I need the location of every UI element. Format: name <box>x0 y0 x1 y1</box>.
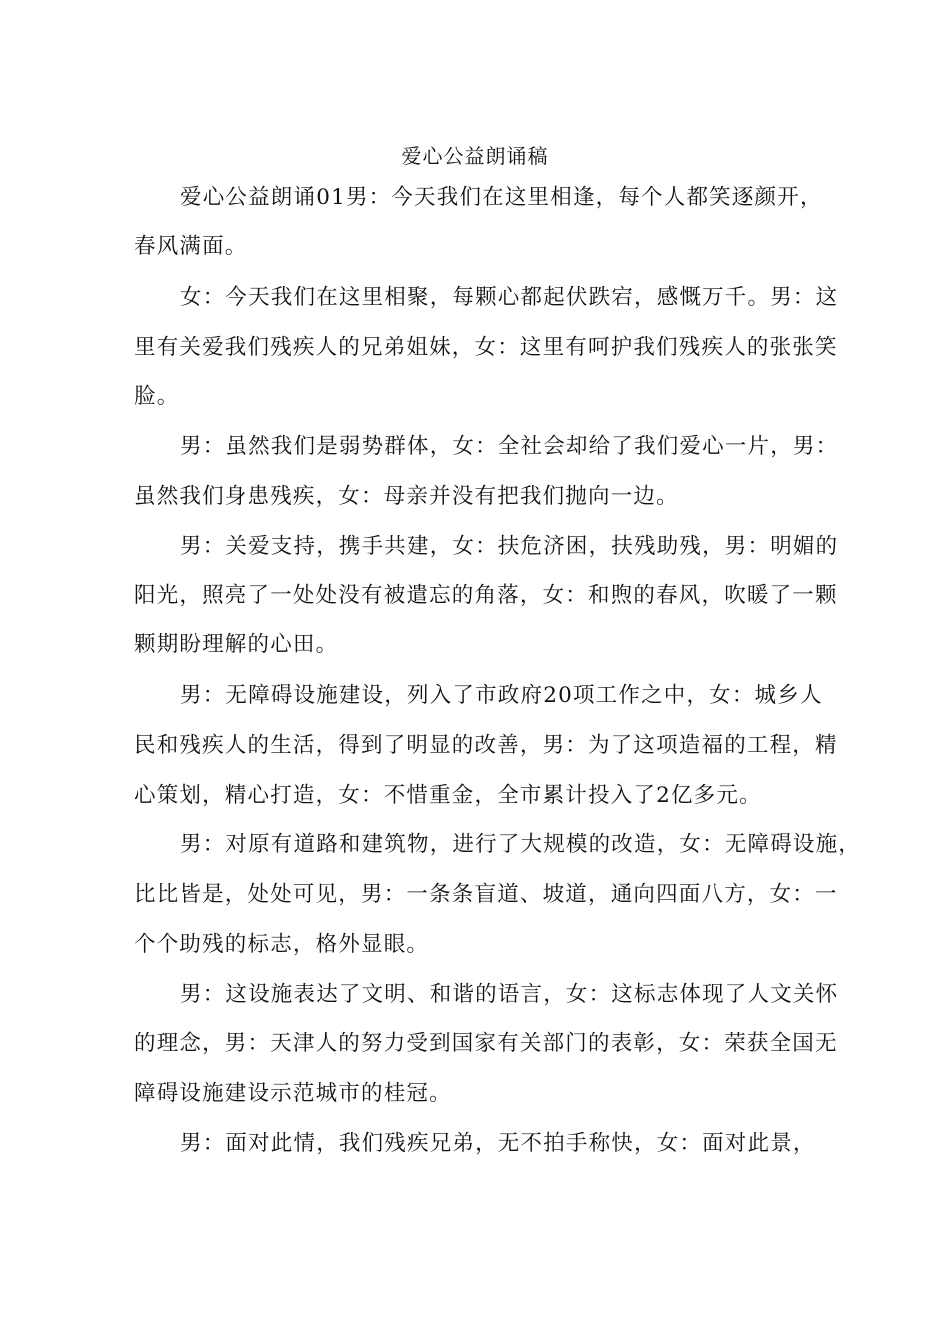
text-line: 比比皆是，处处可见，男：一条条盲道、坡道，通向四面八方，女：一 <box>134 882 838 907</box>
text-line: 心策划，精心打造，女：不惜重金，全市累计投入了2亿多元。 <box>134 783 762 808</box>
document-title: 爱心公益朗诵稿 <box>401 144 549 168</box>
text-line: 脸。 <box>134 384 180 409</box>
text-line: 男：对原有道路和建筑物，进行了大规模的改造，女：无障碍设施， <box>180 832 862 857</box>
text-line: 男：这设施表达了文明、和谐的语言，女：这标志体现了人文关怀 <box>180 982 839 1007</box>
text-line: 虽然我们身患残疾，女：母亲并没有把我们抛向一边。 <box>134 484 679 509</box>
text-line: 男：无障碍设施建设，列入了市政府20项工作之中，女：城乡人 <box>180 683 823 708</box>
text-line: 春风满面。 <box>134 234 248 259</box>
text-line: 个个助残的标志，格外显眼。 <box>134 932 430 957</box>
text-line: 男：虽然我们是弱势群体，女：全社会却给了我们爱心一片，男： <box>180 434 839 459</box>
text-line: 男：关爱支持，携手共建，女：扶危济困，扶残助残，男：明媚的 <box>180 534 839 559</box>
text-line: 女：今天我们在这里相聚，每颗心都起伏跌宕，感慨万千。男：这 <box>180 285 839 310</box>
text-line: 阳光，照亮了一处处没有被遣忘的角落，女：和煦的春风，吹暖了一颗 <box>134 583 838 608</box>
text-line: 男：面对此情，我们残疾兄弟，无不拍手称快，女：面对此景， <box>180 1131 816 1156</box>
text-line: 颗期盼理解的心田。 <box>134 632 339 657</box>
text-line: 的理念，男：天津人的努力受到国家有关部门的表彰，女：荣获全国无 <box>134 1031 838 1056</box>
text-line: 里有关爱我们残疾人的兄弟姐妹，女：这里有呵护我们残疾人的张张笑 <box>134 335 838 360</box>
text-line: 障碍设施建设示范城市的桂冠。 <box>134 1081 452 1106</box>
text-line: 爱心公益朗诵01男：今天我们在这里相逢，每个人都笑逐颜开， <box>180 185 823 210</box>
text-line: 民和残疾人的生活，得到了明显的改善，男：为了这项造福的工程，精 <box>134 733 838 758</box>
